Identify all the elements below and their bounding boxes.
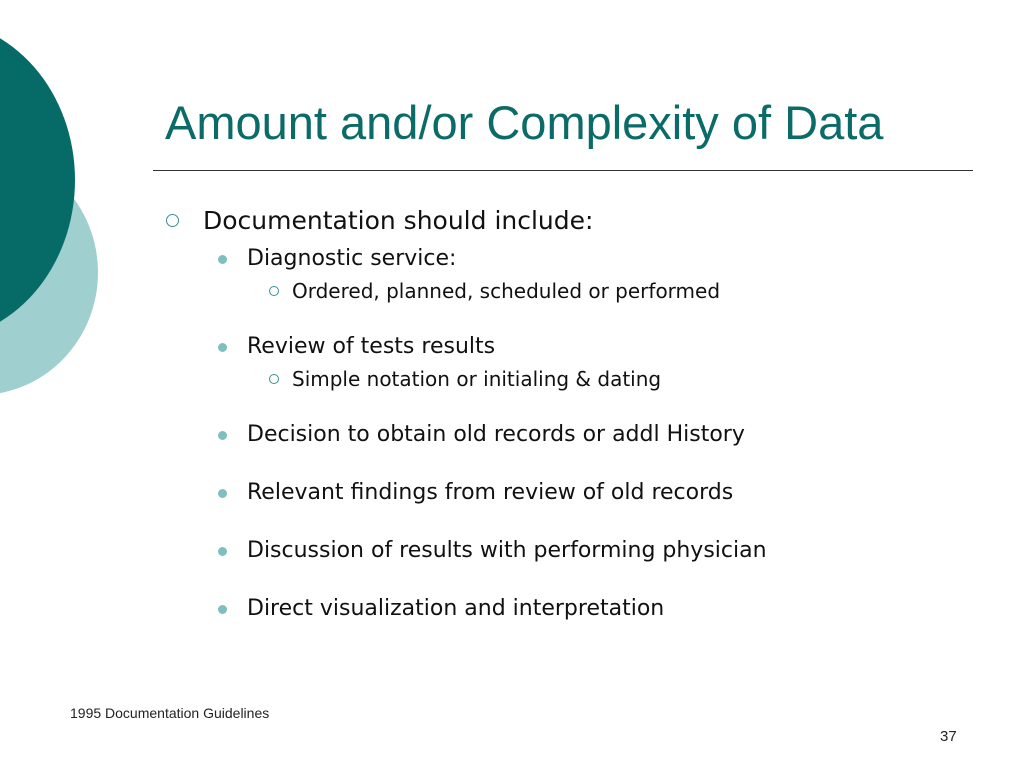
filled-circle-bullet-icon bbox=[218, 255, 227, 264]
spacer bbox=[160, 510, 1010, 534]
filled-circle-bullet-icon bbox=[218, 547, 227, 556]
spacer bbox=[160, 452, 1010, 476]
bullet-item-text: Diagnostic service: bbox=[247, 246, 457, 271]
slide-body bbox=[160, 200, 1010, 626]
sub-bullet-item bbox=[160, 276, 1010, 306]
bullet-item-visualization bbox=[160, 592, 1010, 626]
sub-bullet-text: Simple notation or initialing & dating bbox=[292, 367, 662, 391]
page-number: 37 bbox=[940, 728, 957, 745]
bullet-item-relevant-findings bbox=[160, 476, 1010, 510]
hollow-circle-bullet-icon bbox=[166, 214, 179, 227]
bullet-item-discussion bbox=[160, 534, 1010, 568]
slide-title: Amount and/or Complexity of Data bbox=[165, 96, 884, 149]
bullet-item-text: Review of tests results bbox=[247, 334, 496, 359]
filled-circle-bullet-icon bbox=[218, 605, 227, 614]
bullet-level1-text: Documentation should include: bbox=[203, 206, 594, 235]
spacer bbox=[160, 306, 1010, 330]
bullet-item-old-records bbox=[160, 418, 1010, 452]
spacer bbox=[160, 568, 1010, 592]
bullet-item-text: Relevant findings from review of old records bbox=[247, 480, 734, 505]
title-divider bbox=[153, 170, 973, 171]
bullet-item-text: Decision to obtain old records or addl History bbox=[247, 422, 745, 447]
footer-note: 1995 Documentation Guidelines bbox=[70, 705, 270, 721]
bullet-item-text: Discussion of results with performing physician bbox=[247, 538, 767, 563]
bullet-item-diagnostic-service bbox=[160, 242, 1010, 276]
hollow-circle-bullet-icon bbox=[269, 286, 279, 296]
filled-circle-bullet-icon bbox=[218, 431, 227, 440]
bullet-level1 bbox=[160, 200, 1010, 242]
filled-circle-bullet-icon bbox=[218, 343, 227, 352]
sub-bullet-text: Ordered, planned, scheduled or performed bbox=[292, 279, 721, 303]
bullet-item-text: Direct visualization and interpretation bbox=[247, 596, 665, 621]
hollow-circle-bullet-icon bbox=[269, 374, 279, 384]
filled-circle-bullet-icon bbox=[218, 489, 227, 498]
spacer bbox=[160, 394, 1010, 418]
bullet-item-review-tests bbox=[160, 330, 1010, 364]
sub-bullet-item bbox=[160, 364, 1010, 394]
